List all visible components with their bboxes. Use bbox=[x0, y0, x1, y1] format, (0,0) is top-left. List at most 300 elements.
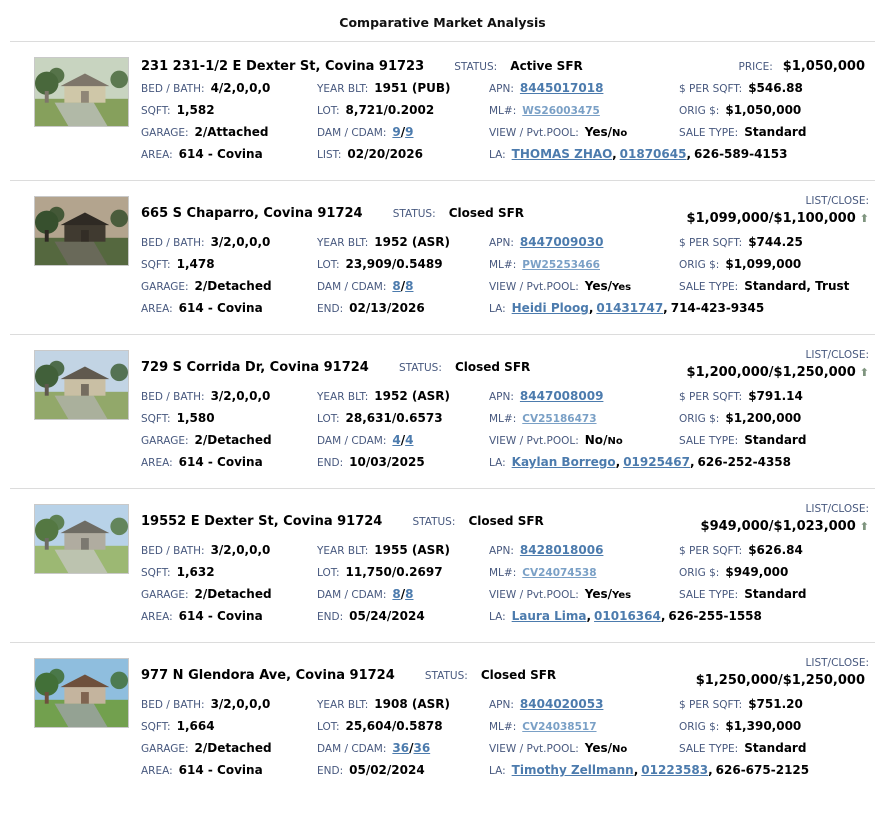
house-photo-graphic bbox=[35, 659, 128, 727]
orig-price-label: ORIG $: bbox=[679, 567, 720, 579]
house-photo-graphic bbox=[35, 505, 128, 573]
agent-name-link[interactable]: Kaylan Borrego bbox=[511, 455, 616, 469]
dam-cdam-label: DAM / CDAM: bbox=[317, 127, 387, 139]
sqft-field bbox=[141, 99, 317, 121]
listing-agent-label: LA: bbox=[489, 457, 506, 469]
price-block bbox=[696, 656, 869, 690]
view-pool-label: VIEW / Pvt.POOL: bbox=[489, 281, 579, 293]
agent-separator-2: , bbox=[663, 301, 668, 315]
price-label: PRICE: bbox=[738, 61, 773, 73]
price-line bbox=[687, 209, 869, 226]
agent-license-link[interactable]: 01223583 bbox=[641, 763, 709, 777]
garage-value: 2/Detached bbox=[194, 433, 272, 447]
apn-link[interactable]: 8447009030 bbox=[519, 235, 604, 249]
garage-label: GARAGE: bbox=[141, 435, 189, 447]
price-block bbox=[739, 55, 869, 74]
view-value: Yes bbox=[584, 741, 608, 755]
property-photo[interactable] bbox=[34, 350, 129, 420]
lot-field bbox=[317, 99, 489, 121]
address-status-line bbox=[141, 202, 524, 221]
garage-label: GARAGE: bbox=[141, 281, 189, 293]
price-block bbox=[701, 502, 869, 536]
lot-field bbox=[317, 407, 489, 429]
year-built-value: 1908 (ASR) bbox=[374, 697, 450, 711]
dam-link[interactable]: 4 bbox=[392, 433, 401, 447]
listing-agent-field bbox=[489, 143, 869, 165]
apn-link[interactable]: 8428018006 bbox=[519, 543, 604, 557]
sale-type-value: Standard bbox=[744, 741, 807, 755]
bed-bath-value: 3/2,0,0,0 bbox=[210, 697, 271, 711]
per-sqft-field bbox=[679, 385, 869, 407]
sqft-value: 1,582 bbox=[176, 103, 215, 117]
agent-name-link[interactable]: Heidi Ploog bbox=[511, 301, 589, 315]
apn-link[interactable]: 8445017018 bbox=[519, 81, 604, 95]
listing-body bbox=[141, 55, 875, 165]
house-photo-graphic bbox=[35, 58, 128, 126]
view-value: Yes bbox=[584, 125, 608, 139]
view-pool-field bbox=[489, 275, 679, 297]
orig-price-label: ORIG $: bbox=[679, 721, 720, 733]
orig-price-label: ORIG $: bbox=[679, 413, 720, 425]
view-pool-slash: / bbox=[603, 433, 608, 447]
listing-detail-grid bbox=[141, 77, 869, 165]
bed-bath-label: BED / BATH: bbox=[141, 83, 205, 95]
area-value: 614 - Covina bbox=[178, 609, 263, 623]
dam-cdam-slash: / bbox=[400, 587, 406, 601]
listing-headline bbox=[141, 348, 869, 382]
agent-name-link[interactable]: THOMAS ZHAO bbox=[511, 147, 613, 161]
dam-link[interactable]: 36 bbox=[392, 741, 410, 755]
bed-bath-value: 4/2,0,0,0 bbox=[210, 81, 271, 95]
view-pool-label: VIEW / Pvt.POOL: bbox=[489, 589, 579, 601]
ml-number-link[interactable]: WS26003475 bbox=[522, 105, 600, 117]
view-pool-label: VIEW / Pvt.POOL: bbox=[489, 127, 579, 139]
listing-headline bbox=[141, 502, 869, 536]
apn-field bbox=[489, 693, 679, 715]
sqft-value: 1,664 bbox=[176, 719, 215, 733]
garage-value: 2/Detached bbox=[194, 587, 272, 601]
property-address: 665 S Chaparro, Covina 91724 bbox=[141, 205, 363, 221]
house-photo-graphic bbox=[35, 351, 128, 419]
property-photo[interactable] bbox=[34, 504, 129, 574]
ml-number-link[interactable]: CV25186473 bbox=[522, 413, 597, 425]
orig-price-field bbox=[679, 715, 869, 737]
price-line bbox=[701, 517, 869, 534]
sqft-label: SQFT: bbox=[141, 721, 171, 733]
year-built-label: YEAR BLT: bbox=[317, 699, 369, 711]
lot-label: LOT: bbox=[317, 567, 340, 579]
sale-type-label: SALE TYPE: bbox=[679, 435, 739, 447]
price-label: LIST/CLOSE: bbox=[805, 349, 869, 361]
status-value: Closed SFR bbox=[468, 513, 544, 528]
price-up-arrow-icon: ⬆ bbox=[859, 366, 869, 379]
view-pool-label: VIEW / Pvt.POOL: bbox=[489, 743, 579, 755]
orig-price-value: $1,200,000 bbox=[725, 411, 802, 425]
listing-agent-field bbox=[489, 605, 869, 627]
price-value: $949,000/$1,023,000 bbox=[700, 519, 856, 534]
per-sqft-label: $ PER SQFT: bbox=[679, 545, 743, 557]
dam-cdam-field bbox=[317, 583, 489, 605]
orig-price-value: $1,050,000 bbox=[725, 103, 802, 117]
bed-bath-field bbox=[141, 539, 317, 561]
ml-label: ML#: bbox=[489, 567, 517, 579]
ml-number-link[interactable]: CV24038517 bbox=[522, 721, 597, 733]
apn-label: APN: bbox=[489, 699, 514, 711]
garage-value: 2/Attached bbox=[194, 125, 269, 139]
view-pool-slash: / bbox=[607, 125, 613, 139]
ml-number-link[interactable]: PW25253466 bbox=[522, 259, 600, 271]
year-built-value: 1952 (ASR) bbox=[374, 389, 450, 403]
property-photo[interactable] bbox=[34, 57, 129, 127]
sale-type-label: SALE TYPE: bbox=[679, 743, 739, 755]
year-built-label: YEAR BLT: bbox=[317, 237, 369, 249]
apn-label: APN: bbox=[489, 391, 514, 403]
view-pool-slash: / bbox=[607, 741, 613, 755]
price-label: LIST/CLOSE: bbox=[805, 657, 869, 669]
listing-agent-label: LA: bbox=[489, 303, 506, 315]
listing-detail-grid bbox=[141, 385, 869, 473]
per-sqft-value: $791.14 bbox=[748, 389, 803, 403]
per-sqft-value: $751.20 bbox=[748, 697, 803, 711]
view-pool-field bbox=[489, 429, 679, 451]
year-built-label: YEAR BLT: bbox=[317, 391, 369, 403]
cdam-link[interactable]: 8 bbox=[405, 587, 414, 601]
price-label: LIST/CLOSE: bbox=[805, 503, 869, 515]
garage-label: GARAGE: bbox=[141, 743, 189, 755]
orig-price-field bbox=[679, 561, 869, 583]
listing-agent-field bbox=[489, 451, 869, 473]
agent-phone-value: 626-675-2125 bbox=[715, 763, 810, 777]
lot-value: 11,750/0.2697 bbox=[345, 565, 443, 579]
area-label: AREA: bbox=[141, 765, 173, 777]
property-address: 19552 E Dexter St, Covina 91724 bbox=[141, 513, 383, 529]
per-sqft-value: $744.25 bbox=[748, 235, 803, 249]
garage-field bbox=[141, 583, 317, 605]
date-value: 05/02/2024 bbox=[349, 763, 425, 777]
listings bbox=[10, 42, 875, 796]
per-sqft-value: $626.84 bbox=[748, 543, 803, 557]
dam-cdam-label: DAM / CDAM: bbox=[317, 589, 387, 601]
status-label: STATUS: bbox=[412, 515, 456, 528]
date-value: 10/03/2025 bbox=[349, 455, 425, 469]
agent-phone-value: 626-255-1558 bbox=[668, 609, 762, 623]
agent-license-link[interactable]: 01016364 bbox=[594, 609, 661, 623]
property-photo[interactable] bbox=[34, 196, 129, 266]
sale-type-label: SALE TYPE: bbox=[679, 127, 739, 139]
bed-bath-field bbox=[141, 693, 317, 715]
per-sqft-label: $ PER SQFT: bbox=[679, 237, 743, 249]
area-value: 614 - Covina bbox=[178, 763, 263, 777]
sale-type-label: SALE TYPE: bbox=[679, 589, 739, 601]
date-label: END: bbox=[317, 303, 344, 315]
cdam-link[interactable]: 36 bbox=[413, 741, 431, 755]
agent-separator: , bbox=[633, 763, 639, 777]
bed-bath-field bbox=[141, 385, 317, 407]
price-block bbox=[687, 348, 869, 382]
lot-label: LOT: bbox=[317, 413, 340, 425]
date-label: END: bbox=[317, 457, 344, 469]
page-title: Comparative Market Analysis bbox=[339, 15, 546, 30]
garage-label: GARAGE: bbox=[141, 589, 189, 601]
sqft-field bbox=[141, 407, 317, 429]
listing-body bbox=[141, 194, 875, 319]
cdam-link[interactable]: 8 bbox=[405, 279, 414, 293]
ml-number-link[interactable]: CV24074538 bbox=[522, 567, 597, 579]
report-header bbox=[10, 6, 875, 42]
listing-detail-grid bbox=[141, 231, 869, 319]
dam-link[interactable]: 9 bbox=[392, 125, 401, 139]
agent-name-link[interactable]: Timothy Zellmann bbox=[511, 763, 634, 777]
garage-field bbox=[141, 275, 317, 297]
price-line bbox=[687, 363, 869, 380]
pool-value: No bbox=[607, 436, 623, 447]
per-sqft-field bbox=[679, 539, 869, 561]
dam-cdam-field bbox=[317, 429, 489, 451]
area-label: AREA: bbox=[141, 149, 173, 161]
cdam-link[interactable]: 4 bbox=[405, 433, 414, 447]
apn-field bbox=[489, 77, 679, 99]
agent-name-link[interactable]: Laura Lima bbox=[511, 609, 587, 623]
agent-phone-value: 714-423-9345 bbox=[670, 301, 765, 315]
sqft-field bbox=[141, 253, 317, 275]
sale-type-field bbox=[679, 121, 869, 143]
agent-separator: , bbox=[588, 301, 594, 315]
price-value: $1,099,000/$1,100,000 bbox=[686, 211, 856, 226]
lot-value: 28,631/0.6573 bbox=[345, 411, 443, 425]
agent-license-link[interactable]: 01431747 bbox=[596, 301, 664, 315]
sale-type-field bbox=[679, 583, 869, 605]
bed-bath-value: 3/2,0,0,0 bbox=[210, 543, 271, 557]
date-value: 02/20/2026 bbox=[347, 147, 423, 161]
listing-agent-field bbox=[489, 759, 869, 781]
pool-value: No bbox=[612, 744, 628, 755]
status-label: STATUS: bbox=[424, 669, 468, 682]
ml-label: ML#: bbox=[489, 721, 517, 733]
dam-cdam-slash: / bbox=[400, 433, 406, 447]
area-label: AREA: bbox=[141, 457, 173, 469]
bed-bath-label: BED / BATH: bbox=[141, 237, 205, 249]
date-label: END: bbox=[317, 765, 344, 777]
sqft-label: SQFT: bbox=[141, 413, 171, 425]
ml-field bbox=[489, 253, 679, 275]
pool-value: No bbox=[612, 128, 628, 139]
listing-body bbox=[141, 656, 875, 781]
listing-agent-label: LA: bbox=[489, 765, 506, 777]
sale-type-field bbox=[679, 737, 869, 759]
sqft-field bbox=[141, 561, 317, 583]
sale-type-label: SALE TYPE: bbox=[679, 281, 739, 293]
agent-separator-2: , bbox=[686, 147, 692, 161]
status-label: STATUS: bbox=[392, 207, 436, 220]
orig-price-field bbox=[679, 99, 869, 121]
status-value: Closed SFR bbox=[448, 205, 525, 220]
orig-price-field bbox=[679, 253, 869, 275]
dam-cdam-field bbox=[317, 275, 489, 297]
ml-label: ML#: bbox=[489, 105, 517, 117]
area-value: 614 - Covina bbox=[178, 455, 263, 469]
sqft-label: SQFT: bbox=[141, 259, 171, 271]
agent-separator-2: , bbox=[708, 763, 713, 777]
lot-label: LOT: bbox=[317, 105, 340, 117]
price-label: LIST/CLOSE: bbox=[805, 195, 869, 207]
listing-headline bbox=[141, 194, 869, 228]
lot-value: 8,721/0.2002 bbox=[345, 103, 435, 117]
agent-phone-value: 626-252-4358 bbox=[697, 455, 792, 469]
view-value: No bbox=[584, 433, 604, 447]
lot-field bbox=[317, 715, 489, 737]
area-field bbox=[141, 451, 317, 473]
dam-cdam-field bbox=[317, 121, 489, 143]
cdam-link[interactable]: 9 bbox=[405, 125, 414, 139]
apn-label: APN: bbox=[489, 83, 514, 95]
view-pool-label: VIEW / Pvt.POOL: bbox=[489, 435, 579, 447]
sale-type-value: Standard bbox=[744, 433, 807, 447]
lot-value: 25,604/0.5878 bbox=[345, 719, 443, 733]
listing-row bbox=[10, 643, 875, 796]
listing-row bbox=[10, 489, 875, 643]
year-built-field bbox=[317, 231, 489, 253]
bed-bath-label: BED / BATH: bbox=[141, 545, 205, 557]
agent-separator: , bbox=[615, 455, 621, 469]
garage-field bbox=[141, 429, 317, 451]
bed-bath-value: 3/2,0,0,0 bbox=[210, 389, 271, 403]
listing-row bbox=[10, 181, 875, 335]
agent-separator: , bbox=[586, 609, 592, 623]
agent-separator-2: , bbox=[660, 609, 666, 623]
listing-row bbox=[10, 42, 875, 181]
per-sqft-field bbox=[679, 77, 869, 99]
bed-bath-label: BED / BATH: bbox=[141, 699, 205, 711]
price-up-arrow-icon: ⬆ bbox=[859, 520, 869, 533]
view-pool-slash: / bbox=[607, 587, 613, 601]
view-pool-field bbox=[489, 121, 679, 143]
dam-cdam-label: DAM / CDAM: bbox=[317, 435, 387, 447]
apn-field bbox=[489, 385, 679, 407]
bed-bath-label: BED / BATH: bbox=[141, 391, 205, 403]
agent-separator: , bbox=[612, 147, 617, 161]
bed-bath-field bbox=[141, 231, 317, 253]
bed-bath-value: 3/2,0,0,0 bbox=[210, 235, 271, 249]
pool-value: Yes bbox=[612, 282, 632, 293]
listing-agent-label: LA: bbox=[489, 149, 506, 161]
date-field bbox=[317, 297, 489, 319]
per-sqft-label: $ PER SQFT: bbox=[679, 83, 743, 95]
agent-phone-value: 626-589-4153 bbox=[694, 147, 788, 161]
address-status-line bbox=[141, 55, 583, 74]
lot-value: 23,909/0.5489 bbox=[345, 257, 443, 271]
date-value: 05/24/2024 bbox=[349, 609, 425, 623]
dam-cdam-field bbox=[317, 737, 489, 759]
orig-price-field bbox=[679, 407, 869, 429]
orig-price-value: $1,099,000 bbox=[725, 257, 802, 271]
sqft-value: 1,478 bbox=[176, 257, 215, 271]
property-address: 977 N Glendora Ave, Covina 91724 bbox=[141, 667, 395, 683]
dam-cdam-label: DAM / CDAM: bbox=[317, 743, 387, 755]
status-label: STATUS: bbox=[454, 61, 498, 73]
listing-agent-label: LA: bbox=[489, 611, 506, 623]
price-value: $1,200,000/$1,250,000 bbox=[686, 365, 856, 380]
ml-field bbox=[489, 561, 679, 583]
price-value: $1,250,000/$1,250,000 bbox=[695, 673, 865, 688]
ml-field bbox=[489, 99, 679, 121]
apn-field bbox=[489, 231, 679, 253]
bed-bath-field bbox=[141, 77, 317, 99]
garage-value: 2/Detached bbox=[194, 279, 272, 293]
date-label: LIST: bbox=[317, 149, 342, 161]
apn-link[interactable]: 8404020053 bbox=[519, 697, 604, 711]
year-built-field bbox=[317, 693, 489, 715]
per-sqft-label: $ PER SQFT: bbox=[679, 699, 743, 711]
sale-type-value: Standard bbox=[744, 125, 807, 139]
sqft-field bbox=[141, 715, 317, 737]
view-pool-slash: / bbox=[607, 279, 613, 293]
dam-link[interactable]: 8 bbox=[392, 279, 401, 293]
price-line bbox=[696, 671, 869, 688]
apn-label: APN: bbox=[489, 545, 514, 557]
sale-type-value: Standard, Trust bbox=[744, 279, 850, 293]
agent-license-link[interactable]: 01870645 bbox=[619, 147, 687, 161]
year-built-label: YEAR BLT: bbox=[317, 83, 369, 95]
lot-field bbox=[317, 561, 489, 583]
price-up-arrow-icon: ⬆ bbox=[859, 212, 869, 225]
dam-cdam-slash: / bbox=[400, 279, 406, 293]
property-address: 729 S Corrida Dr, Covina 91724 bbox=[141, 359, 369, 375]
date-field bbox=[317, 759, 489, 781]
pool-value: Yes bbox=[612, 590, 632, 601]
agent-separator-2: , bbox=[689, 455, 695, 469]
sqft-label: SQFT: bbox=[141, 105, 171, 117]
lot-field bbox=[317, 253, 489, 275]
price-block bbox=[687, 194, 869, 228]
price-line bbox=[783, 55, 869, 74]
per-sqft-label: $ PER SQFT: bbox=[679, 391, 743, 403]
apn-link[interactable]: 8447008009 bbox=[519, 389, 604, 403]
lot-label: LOT: bbox=[317, 721, 340, 733]
ml-label: ML#: bbox=[489, 413, 517, 425]
date-field bbox=[317, 451, 489, 473]
date-field bbox=[317, 605, 489, 627]
apn-field bbox=[489, 539, 679, 561]
address-status-line bbox=[141, 510, 544, 529]
view-pool-field bbox=[489, 737, 679, 759]
status-value: Active SFR bbox=[510, 59, 583, 73]
sqft-label: SQFT: bbox=[141, 567, 171, 579]
agent-license-link[interactable]: 01925467 bbox=[623, 455, 690, 469]
listing-body bbox=[141, 348, 875, 473]
area-value: 614 - Covina bbox=[178, 147, 263, 161]
orig-price-value: $1,390,000 bbox=[725, 719, 802, 733]
orig-price-value: $949,000 bbox=[725, 565, 789, 579]
status-label: STATUS: bbox=[398, 361, 442, 374]
year-built-field bbox=[317, 539, 489, 561]
year-built-value: 1955 (ASR) bbox=[374, 543, 450, 557]
ml-field bbox=[489, 715, 679, 737]
orig-price-label: ORIG $: bbox=[679, 105, 720, 117]
date-label: END: bbox=[317, 611, 344, 623]
dam-link[interactable]: 8 bbox=[392, 587, 401, 601]
property-address: 231 231-1/2 E Dexter St, Covina 91723 bbox=[141, 59, 425, 74]
view-value: Yes bbox=[584, 279, 608, 293]
area-value: 614 - Covina bbox=[178, 301, 263, 315]
ml-label: ML#: bbox=[489, 259, 517, 271]
garage-field bbox=[141, 737, 317, 759]
listing-agent-field bbox=[489, 297, 869, 319]
date-value: 02/13/2026 bbox=[349, 301, 425, 315]
view-pool-field bbox=[489, 583, 679, 605]
sqft-value: 1,580 bbox=[176, 411, 215, 425]
area-label: AREA: bbox=[141, 303, 173, 315]
property-photo[interactable] bbox=[34, 658, 129, 728]
